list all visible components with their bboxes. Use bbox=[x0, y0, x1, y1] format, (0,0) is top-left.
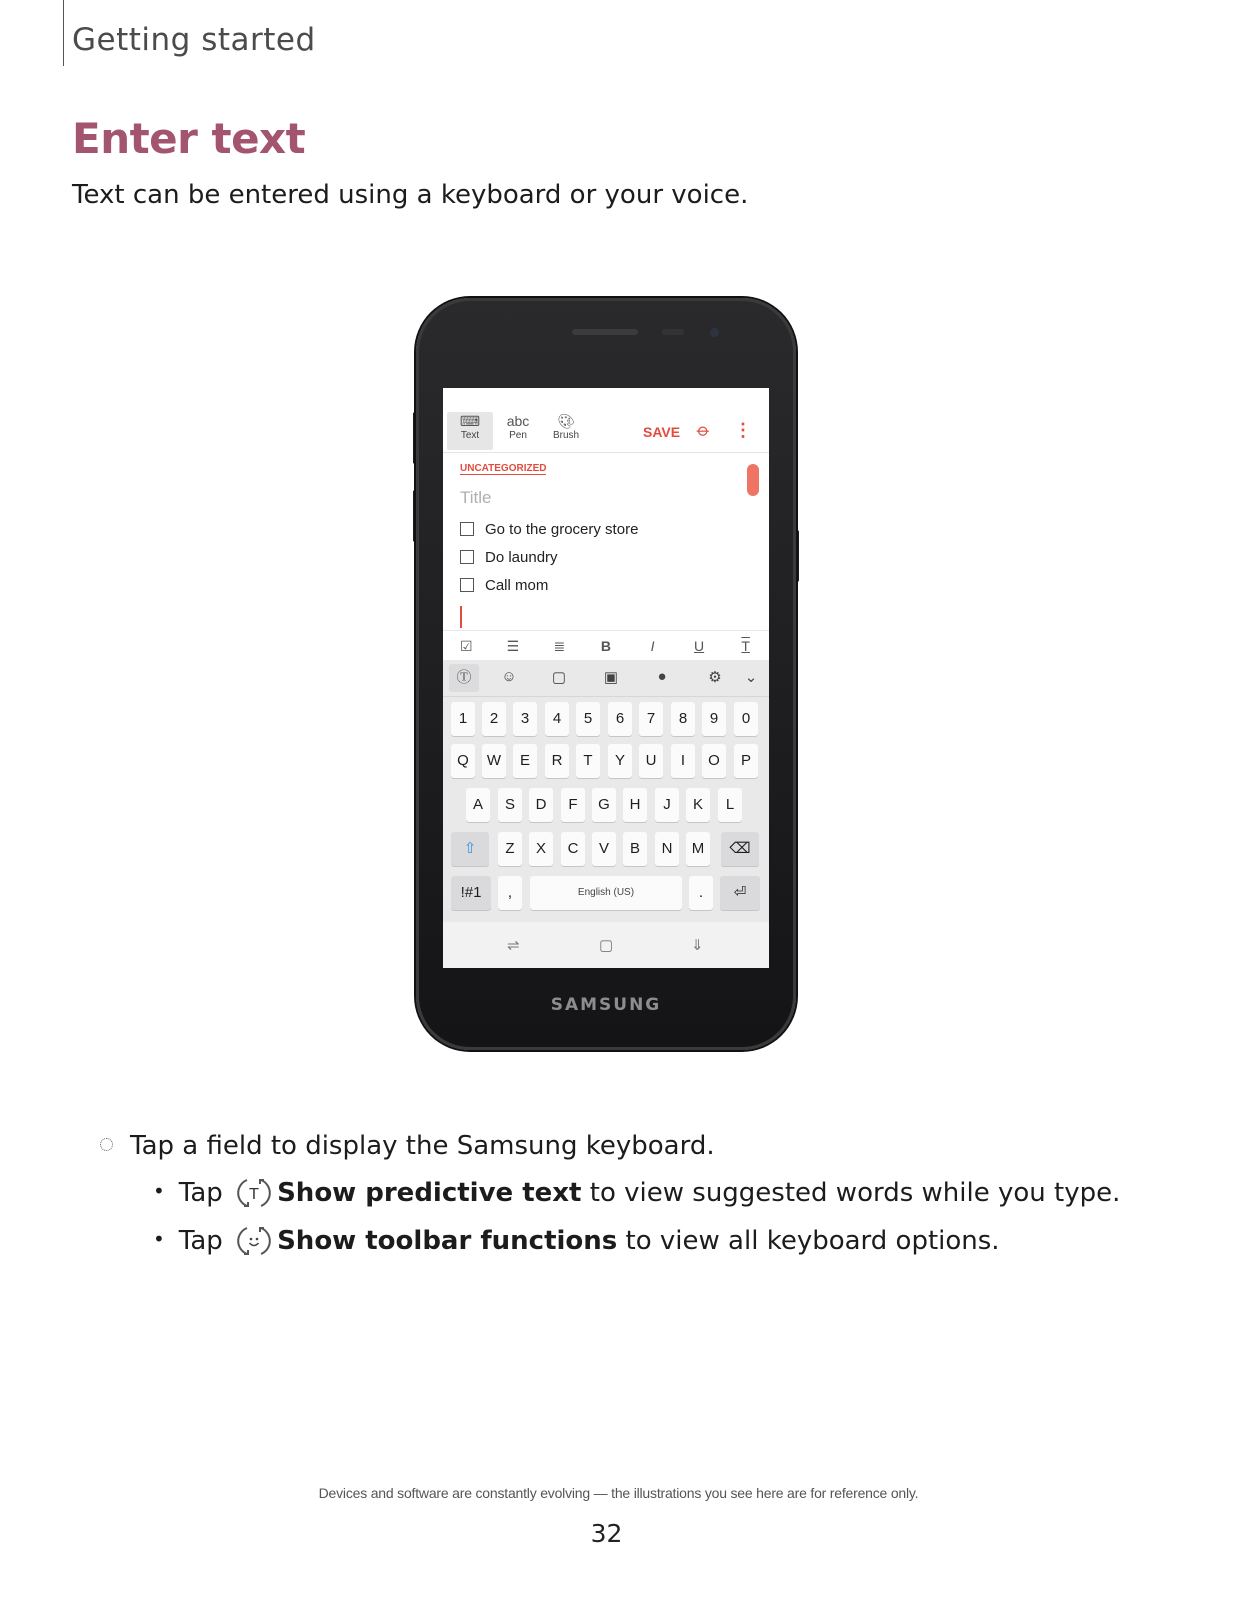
key[interactable]: 8 bbox=[671, 702, 695, 736]
key[interactable]: E bbox=[513, 744, 537, 778]
shift-key[interactable]: ⇧ bbox=[451, 832, 489, 866]
bullet-term: Show toolbar functions bbox=[277, 1226, 618, 1256]
key[interactable]: O bbox=[702, 744, 726, 778]
brush-mode-label: Brush bbox=[552, 430, 580, 441]
gif-icon[interactable]: ▣ bbox=[603, 669, 619, 686]
key[interactable]: I bbox=[671, 744, 695, 778]
bullet-dot: • bbox=[153, 1227, 165, 1251]
key[interactable]: J bbox=[655, 788, 679, 822]
note-title-field[interactable]: Title bbox=[460, 488, 492, 507]
predictive-text-icon[interactable]: Ⓣ bbox=[449, 664, 479, 692]
bottom-row bbox=[443, 876, 769, 910]
page-number: 32 bbox=[590, 1519, 623, 1548]
key[interactable]: 0 bbox=[734, 702, 758, 736]
key[interactable]: R bbox=[545, 744, 569, 778]
footer-disclaimer: Devices and software are constantly evolving — the illustrations you see here are for reference only. bbox=[318, 1485, 919, 1501]
key[interactable]: D bbox=[529, 788, 553, 822]
italic-button[interactable]: I bbox=[650, 638, 655, 654]
enter-key[interactable]: ⏎ bbox=[720, 876, 760, 910]
brand-logo: SAMSUNG bbox=[550, 995, 662, 1015]
bullet-prefix: Tap bbox=[178, 1178, 223, 1208]
checklist-item-label: Do laundry bbox=[485, 549, 558, 566]
phone-screen bbox=[443, 388, 769, 968]
key[interactable]: 3 bbox=[513, 702, 537, 736]
predictive-text-icon bbox=[237, 1176, 271, 1210]
front-camera bbox=[710, 328, 719, 337]
key[interactable]: 9 bbox=[702, 702, 726, 736]
emoji-icon[interactable]: ☺ bbox=[501, 668, 517, 685]
svg-text:T: T bbox=[249, 1185, 259, 1203]
step-bullet-icon bbox=[100, 1138, 113, 1151]
proximity-sensor bbox=[662, 329, 684, 335]
step-text: Tap a field to display the Samsung keyboard. bbox=[130, 1131, 715, 1161]
underline-button[interactable]: U bbox=[694, 638, 705, 654]
key[interactable]: Q bbox=[451, 744, 475, 778]
checkbox[interactable] bbox=[460, 578, 474, 592]
samsung-keyboard bbox=[443, 660, 769, 922]
brush-mode-tab[interactable] bbox=[543, 412, 589, 450]
key[interactable]: B bbox=[623, 832, 647, 866]
pen-mode-label: Pen bbox=[509, 430, 527, 441]
checkbox-format-icon[interactable]: ☑ bbox=[460, 637, 473, 654]
text-cursor bbox=[460, 606, 462, 628]
text-mode-label: Text bbox=[460, 430, 480, 441]
pen-mode-tab[interactable] bbox=[495, 412, 541, 450]
space-key[interactable]: English (US) bbox=[530, 876, 682, 910]
bullet-prefix: Tap bbox=[178, 1226, 223, 1256]
key[interactable]: K bbox=[686, 788, 710, 822]
bullet-suffix: to view all keyboard options. bbox=[625, 1226, 1000, 1256]
qwerty-row-1 bbox=[443, 744, 769, 778]
instruction-step bbox=[100, 1131, 715, 1161]
navigation-bar bbox=[443, 922, 769, 968]
more-options-icon[interactable]: ⋮ bbox=[734, 420, 752, 440]
symbols-key[interactable]: !#1 bbox=[451, 876, 491, 910]
key[interactable]: N bbox=[655, 832, 679, 866]
phone-illustration bbox=[416, 298, 796, 1050]
qwerty-row-2 bbox=[443, 788, 769, 822]
format-toolbar bbox=[443, 630, 769, 661]
checkbox[interactable] bbox=[460, 522, 474, 536]
key[interactable]: V bbox=[592, 832, 616, 866]
page-heading: Enter text bbox=[72, 114, 306, 163]
key[interactable]: 1 bbox=[451, 702, 475, 736]
section-divider bbox=[63, 0, 64, 66]
sticker-icon[interactable]: ▢ bbox=[551, 669, 567, 686]
checklist-item[interactable] bbox=[460, 577, 548, 597]
intro-text: Text can be entered using a keyboard or your voice. bbox=[72, 180, 749, 210]
key[interactable]: T bbox=[576, 744, 600, 778]
key[interactable]: L bbox=[718, 788, 742, 822]
toolbar-functions-icon bbox=[237, 1224, 271, 1258]
checklist-item-label: Go to the grocery store bbox=[485, 521, 639, 538]
save-button[interactable]: SAVE bbox=[643, 424, 681, 440]
note-category[interactable]: UNCATEGORIZED bbox=[460, 463, 547, 474]
key[interactable]: M bbox=[686, 832, 710, 866]
keyboard-toolbar bbox=[443, 660, 769, 697]
bullet-term: Show predictive text bbox=[277, 1178, 582, 1208]
checkbox[interactable] bbox=[460, 550, 474, 564]
key[interactable]: U bbox=[639, 744, 663, 778]
checklist-item-label: Call mom bbox=[485, 577, 549, 594]
key[interactable]: G bbox=[592, 788, 616, 822]
checklist-item[interactable] bbox=[460, 521, 638, 541]
microphone-icon[interactable]: ● bbox=[657, 668, 667, 685]
backspace-key[interactable]: ⌫ bbox=[721, 832, 759, 866]
strikethrough-icon[interactable]: T bbox=[741, 638, 750, 654]
attach-icon[interactable]: ⌀ bbox=[692, 419, 715, 442]
key[interactable]: W bbox=[482, 744, 506, 778]
bold-button[interactable]: B bbox=[600, 638, 612, 654]
key[interactable]: C bbox=[561, 832, 585, 866]
numbered-list-icon[interactable]: ≣ bbox=[553, 637, 566, 654]
home-button-icon[interactable]: ▢ bbox=[599, 937, 614, 954]
key[interactable]: 2 bbox=[482, 702, 506, 736]
key[interactable]: F bbox=[561, 788, 585, 822]
key[interactable]: 4 bbox=[545, 702, 569, 736]
sub-bullet bbox=[153, 1176, 1120, 1210]
key[interactable]: Y bbox=[608, 744, 632, 778]
key[interactable]: A bbox=[466, 788, 490, 822]
comma-key[interactable]: , bbox=[498, 876, 522, 910]
sub-bullet bbox=[153, 1224, 1000, 1258]
chevron-down-icon[interactable]: ⌄ bbox=[744, 669, 758, 686]
settings-gear-icon[interactable]: ⚙ bbox=[708, 669, 722, 686]
qwerty-row-3 bbox=[443, 832, 769, 866]
notes-toolbar bbox=[443, 388, 769, 453]
key[interactable]: X bbox=[529, 832, 553, 866]
pen-abc-icon: abc bbox=[506, 413, 530, 429]
key[interactable]: Z bbox=[498, 832, 522, 866]
number-row bbox=[443, 702, 769, 736]
key[interactable]: 7 bbox=[639, 702, 663, 736]
key[interactable]: 6 bbox=[608, 702, 632, 736]
recent-apps-icon[interactable]: ⇌ bbox=[507, 937, 520, 954]
bullet-suffix: to view suggested words while you type. bbox=[589, 1178, 1121, 1208]
checklist-item[interactable] bbox=[460, 549, 558, 569]
key[interactable]: H bbox=[623, 788, 647, 822]
text-mode-tab[interactable] bbox=[447, 412, 493, 450]
key[interactable]: S bbox=[498, 788, 522, 822]
keyboard-icon: ⌨ bbox=[459, 413, 481, 429]
scroll-handle[interactable] bbox=[747, 464, 759, 496]
brush-palette-icon: 🎨︎ bbox=[557, 413, 575, 429]
section-title: Getting started bbox=[72, 22, 316, 58]
period-key[interactable]: . bbox=[689, 876, 713, 910]
bullet-list-icon[interactable]: ☰ bbox=[506, 637, 520, 654]
key[interactable]: P bbox=[734, 744, 758, 778]
hide-keyboard-icon[interactable]: ⇓ bbox=[691, 937, 704, 954]
key[interactable]: 5 bbox=[576, 702, 600, 736]
bullet-dot: • bbox=[153, 1179, 165, 1203]
earpiece-speaker bbox=[572, 329, 638, 335]
